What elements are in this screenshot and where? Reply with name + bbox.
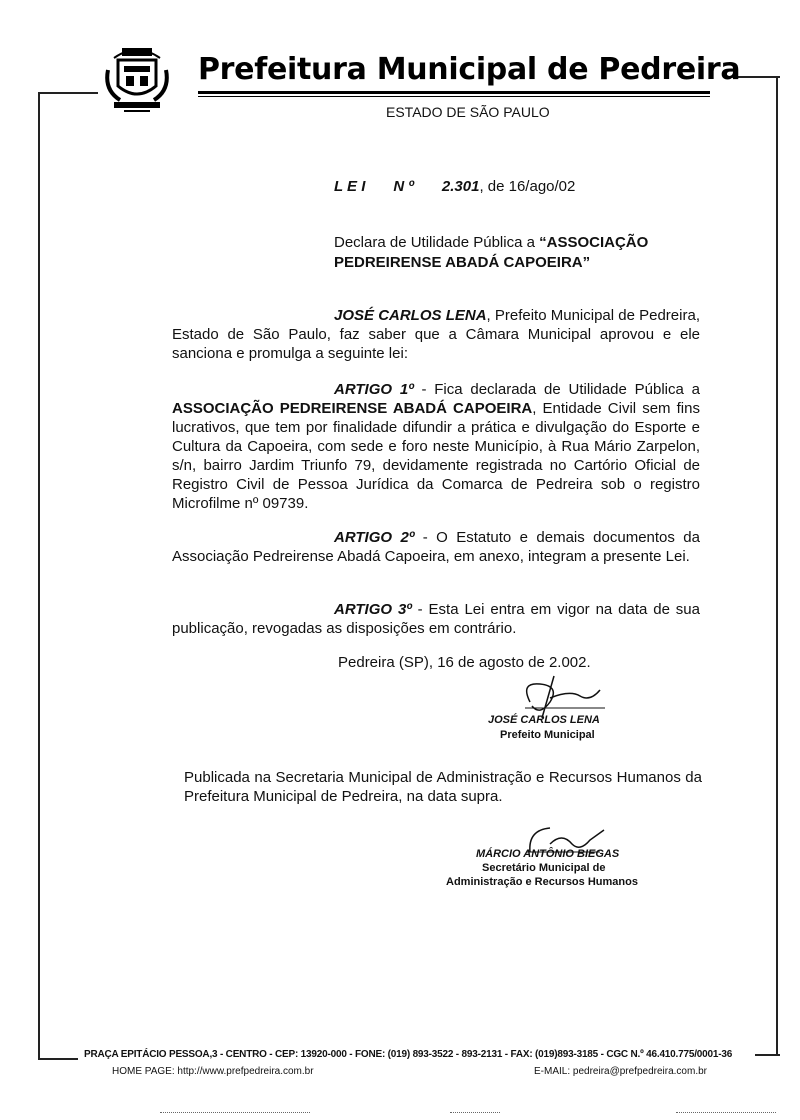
footer-email: E-MAIL: pedreira@prefpedreira.com.br — [534, 1066, 707, 1077]
secretary-signature-role-line1: Secretário Municipal de — [482, 862, 606, 874]
mayor-signature-name: JOSÉ CARLOS LENA — [488, 714, 600, 726]
summary-entity: “ASSOCIAÇÃO PEDREIRENSE ABADÁ CAPOEIRA” — [334, 234, 649, 271]
secretary-signature-role-line2: Administração e Recursos Humanos — [446, 876, 638, 888]
scan-artifact-line — [450, 1112, 500, 1114]
preamble-paragraph — [172, 306, 700, 363]
mayor-signature-icon — [510, 672, 610, 720]
header-rule-thin — [198, 96, 710, 97]
article-1-label: ARTIGO 1º — [334, 381, 414, 398]
article-1-paragraph — [172, 380, 700, 513]
law-title-line — [334, 178, 575, 195]
frame-right-border — [776, 78, 778, 1056]
footer-address: PRAÇA EPITÁCIO PESSOA,3 - CENTRO - CEP: 13920-000 - FONE: (019) 893-3522 - 893-2131 - FAX: (019)893-3185 - CGC N.º 46.410.775/0001-36 — [84, 1049, 733, 1060]
summary-prefix: Declara de Utilidade Pública a — [334, 234, 540, 251]
frame-bottom-left-border — [38, 1058, 78, 1060]
law-number-label: N º — [393, 178, 414, 195]
frame-top-left-border — [38, 92, 98, 94]
footer-homepage: HOME PAGE: http://www.prefpedreira.com.br — [112, 1066, 314, 1077]
scan-artifact-line — [160, 1112, 310, 1114]
header-rule — [198, 91, 710, 94]
secretary-signature-name: MÁRCIO ANTÔNIO BIEGAS — [476, 848, 620, 860]
article-3-label: ARTIGO 3º — [334, 601, 412, 618]
mayor-name: JOSÉ CARLOS LENA — [334, 307, 487, 324]
article-2-text: - O Estatuto e demais documentos da Associação Pedreirense Abadá Capoeira, em anexo, integram a presente Lei. — [172, 529, 700, 565]
article-1-entity: ASSOCIAÇÃO PEDREIRENSE ABADÁ CAPOEIRA — [172, 400, 533, 417]
article-3-paragraph — [172, 600, 700, 638]
law-label: L E I — [334, 178, 366, 195]
frame-left-border — [38, 92, 40, 1060]
law-summary — [334, 233, 704, 273]
preamble-text: , Prefeito Municipal de Pedreira, Estado de São Paulo, faz saber que a Câmara Municipal aprovou e ele sanciona e promulga a seguinte lei: — [172, 307, 700, 362]
publication-note: Publicada na Secretaria Municipal de Administração e Recursos Humanos da Prefeitura Municipal de Pedreira, na data supra. — [184, 769, 702, 805]
dateline: Pedreira (SP), 16 de agosto de 2.002. — [338, 654, 591, 671]
header-state: ESTADO DE SÃO PAULO — [386, 104, 550, 120]
law-date: , de 16/ago/02 — [479, 178, 576, 195]
municipal-seal-icon — [102, 40, 172, 116]
page-title: Prefeitura Municipal de Pedreira — [198, 52, 741, 87]
scan-artifact-line — [676, 1112, 776, 1114]
article-3-text: - Esta Lei entra em vigor na data de sua publicação, revogadas as disposições em contrário. — [172, 601, 700, 637]
mayor-signature-role: Prefeito Municipal — [500, 729, 595, 741]
article-1-text-b: , Entidade Civil sem fins lucrativos, que tem por finalidade difundir a prática e divulgação do Esporte e Cultura da Capoeira, com sede e foro neste Município, à Rua Mário Zarpelon, s/n, bairro Jardim Triunfo 79, devidamente registrada no Cartório Oficial de Registro Civil de Pessoa Jurídica da Comarca de Pedreira sob o registro Microfilme nº 09739. — [172, 400, 700, 512]
frame-bottom-right-border — [755, 1054, 780, 1056]
article-2-paragraph — [172, 528, 700, 566]
law-number: 2.301 — [441, 178, 480, 195]
article-2-label: ARTIGO 2º — [334, 529, 415, 546]
article-1-text-a: - Fica declarada de Utilidade Pública a — [413, 381, 700, 398]
